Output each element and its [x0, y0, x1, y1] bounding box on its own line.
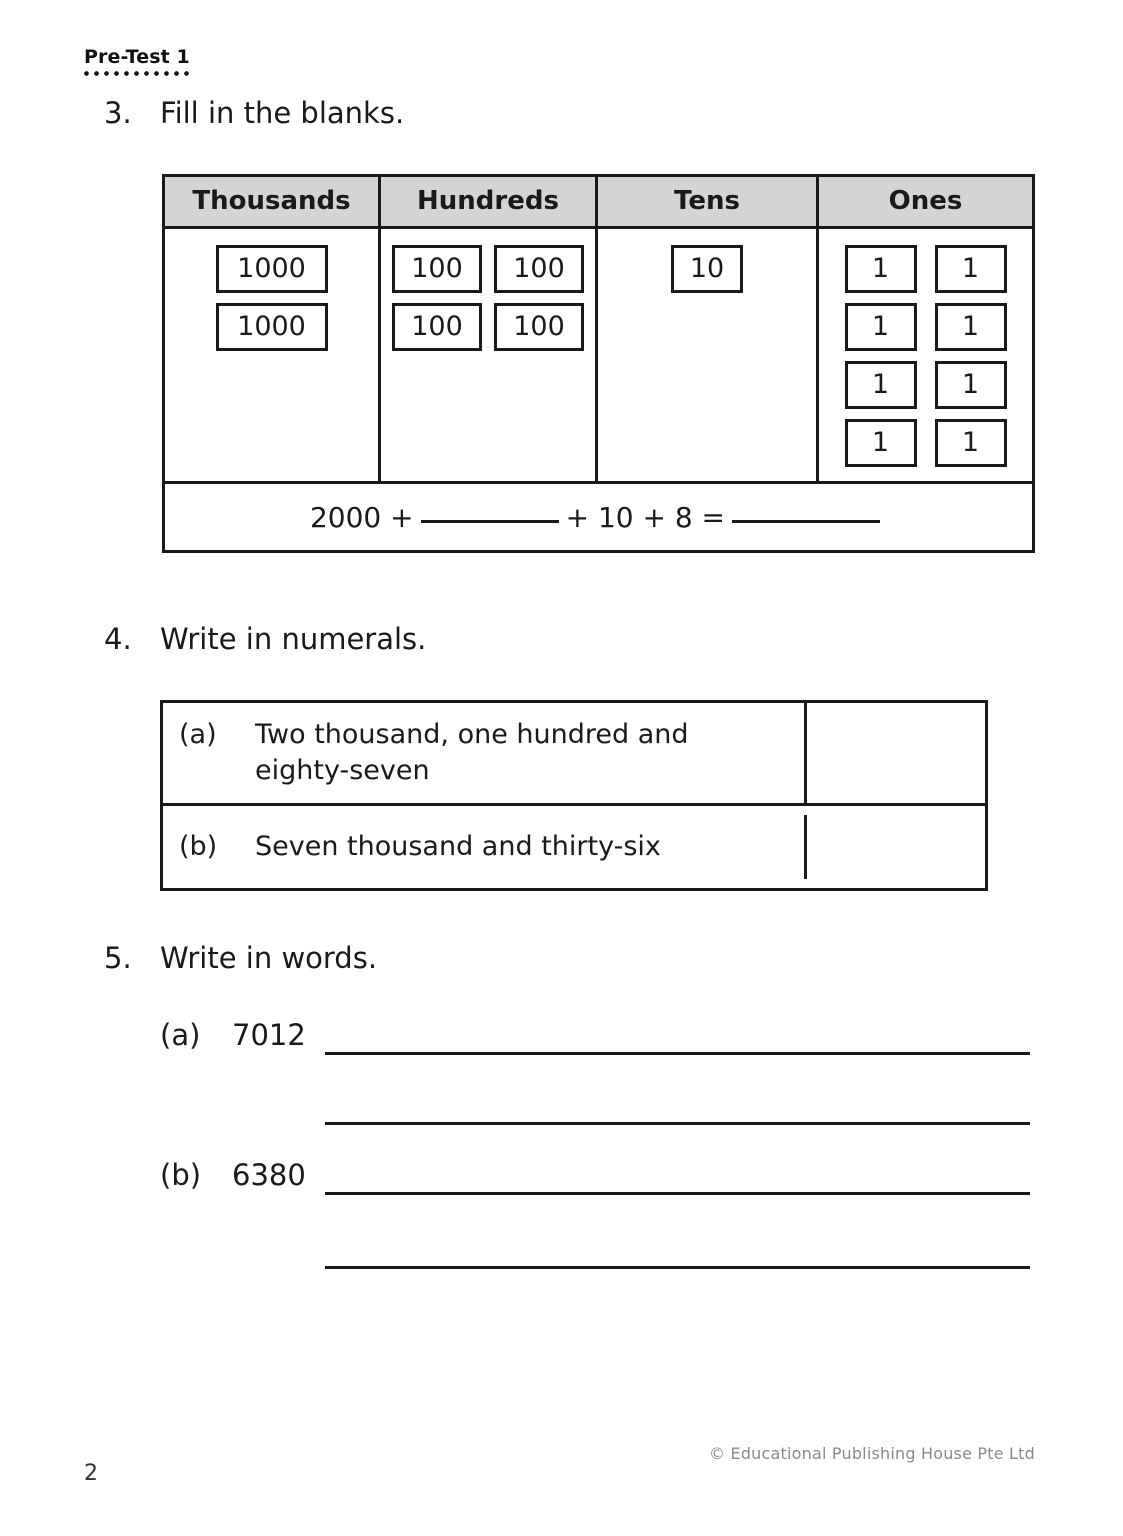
column-header-hundreds: Hundreds [381, 177, 598, 226]
place-value-chip-one: 1 [845, 419, 917, 467]
place-value-chip-thousand: 1000 [216, 303, 328, 351]
numerals-question-cell-a [163, 703, 807, 803]
place-value-table-body-row [165, 229, 1032, 481]
place-value-column-ones [819, 229, 1032, 481]
expanded-form-equation [310, 501, 887, 534]
place-value-chip-hundred: 100 [494, 303, 584, 351]
question-4-prompt: Write in numerals. [160, 622, 427, 656]
item-words-b: Seven thousand and thirty-six [255, 830, 661, 862]
place-value-chip-thousand: 1000 [216, 245, 328, 293]
running-head [84, 48, 192, 76]
question-5-number: 5. [104, 941, 132, 975]
place-value-chip-ten: 10 [671, 245, 743, 293]
question-3-number: 3. [104, 96, 132, 130]
place-value-chip-one: 1 [845, 361, 917, 409]
page-number: 2 [84, 1461, 98, 1486]
place-value-chip-one: 1 [935, 245, 1007, 293]
words-item-b-numeral: 6380 [232, 1158, 306, 1192]
place-value-table-header-row [165, 177, 1032, 229]
column-header-thousands: Thousands [165, 177, 381, 226]
item-words-a [255, 717, 699, 789]
question-3-prompt: Fill in the blanks. [160, 96, 405, 130]
place-value-chip-one: 1 [935, 361, 1007, 409]
words-answer-line-a2[interactable] [325, 1122, 1030, 1125]
words-answer-line-b2[interactable] [325, 1266, 1030, 1269]
table-row [163, 806, 985, 888]
place-value-chip-one: 1 [845, 245, 917, 293]
place-value-column-thousands [165, 229, 381, 481]
table-row [163, 703, 985, 806]
question-5-heading [104, 943, 377, 975]
place-value-chip-one: 1 [845, 303, 917, 351]
equation-blank-hundreds[interactable] [421, 520, 559, 523]
place-value-chip-hundred: 100 [392, 245, 482, 293]
question-4-heading [104, 624, 426, 656]
question-5-prompt: Write in words. [160, 941, 378, 975]
words-item-a [160, 1020, 306, 1052]
dotted-rule-decoration [84, 71, 192, 76]
words-item-a-label: (a) [160, 1018, 201, 1052]
words-item-b-label: (b) [160, 1158, 202, 1192]
place-value-column-hundreds [381, 229, 598, 481]
words-answer-line-b1[interactable] [325, 1192, 1030, 1195]
column-header-tens: Tens [598, 177, 819, 226]
place-value-column-tens [598, 229, 819, 481]
item-words-a-line1: Two thousand, one hundred and [255, 719, 689, 750]
words-item-a-numeral: 7012 [232, 1018, 306, 1052]
item-label-a: (a) [179, 719, 217, 750]
column-header-ones: Ones [888, 186, 963, 216]
place-value-chip-hundred: 100 [494, 245, 584, 293]
words-item-b [160, 1160, 306, 1192]
place-value-chip-hundred: 100 [392, 303, 482, 351]
copyright-notice: © Educational Publishing House Pte Ltd [709, 1444, 1035, 1463]
numerals-question-cell-b [163, 815, 807, 879]
write-in-numerals-table [160, 700, 988, 891]
answer-box-a[interactable] [807, 703, 985, 803]
place-value-chip-one: 1 [935, 303, 1007, 351]
words-answer-line-a1[interactable] [325, 1052, 1030, 1055]
place-value-table [162, 174, 1035, 553]
place-value-chip-one: 1 [935, 419, 1007, 467]
running-head-label: Pre-Test 1 [84, 46, 190, 68]
question-4-number: 4. [104, 622, 132, 656]
equation-part-two: + 10 + 8 = [565, 500, 726, 534]
question-3-heading [104, 98, 404, 130]
place-value-equation-row [165, 481, 1032, 550]
equation-blank-total[interactable] [732, 520, 880, 523]
item-label-b: (b) [179, 830, 218, 862]
equation-part-one: 2000 + [309, 500, 414, 534]
item-words-a-line2: eighty-seven [255, 754, 430, 786]
